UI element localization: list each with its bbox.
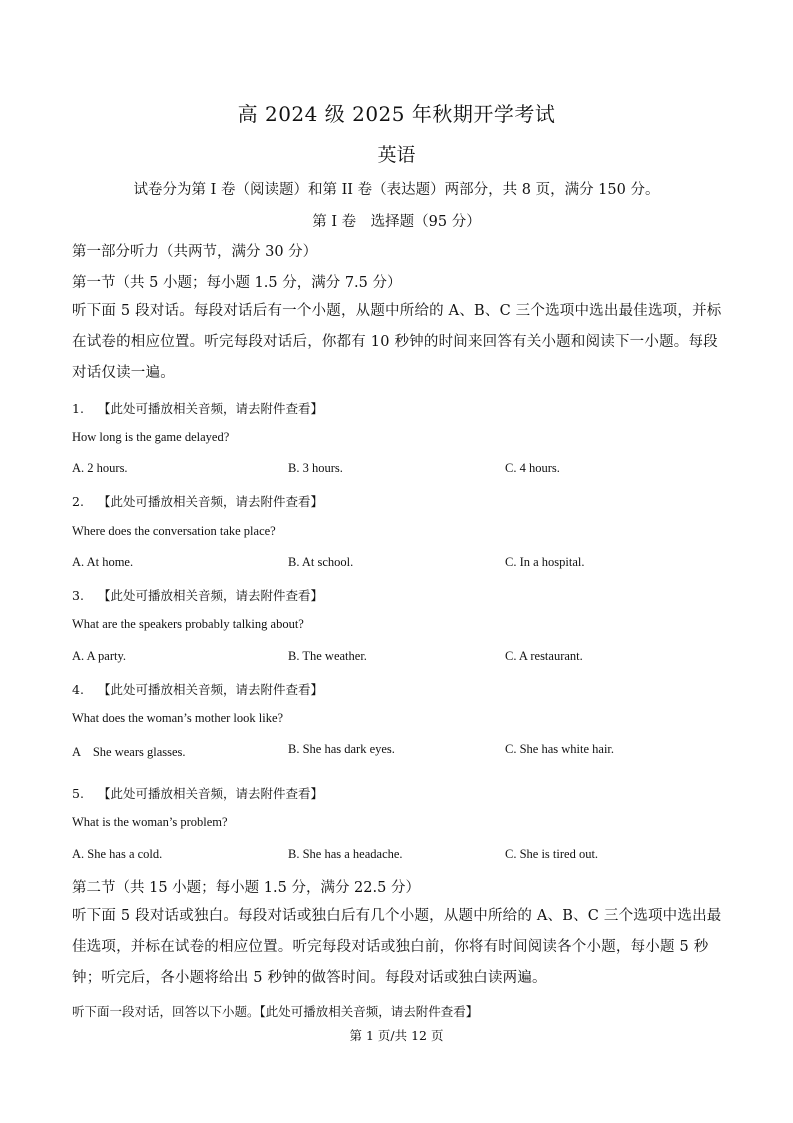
- option-c: C. She is tired out.: [505, 847, 599, 861]
- audio-row-2: [72, 492, 323, 510]
- question-number: 2.: [72, 494, 84, 509]
- page-footer: 第 1 页/共 12 页: [349, 1028, 444, 1043]
- exam-title: 高 2024 级 2025 年秋期开学考试: [237, 102, 556, 126]
- option-b: B. At school.: [288, 555, 354, 569]
- audio-link[interactable]: 【此处可播放相关音频，请去附件查看】: [97, 786, 323, 801]
- option-a: A. A party.: [72, 649, 127, 663]
- audio-row-4: [72, 680, 323, 698]
- audio-link[interactable]: 【此处可播放相关音频，请去附件查看】: [97, 682, 323, 697]
- audio-link[interactable]: 【此处可播放相关音频，请去附件查看】: [97, 588, 323, 603]
- option-b: B. 3 hours.: [288, 461, 343, 475]
- audio-row-1: [72, 399, 323, 417]
- option-c: C. 4 hours.: [505, 461, 560, 475]
- section1-instruction: 听下面 5 段对话。每段对话后有一个小题，从题中所给的 A、B、C 三个选项中选出最佳选项，并标在试卷的相应位置。听完每段对话后，你都有 10 秒钟的时间来回答有关小题和阅读下一小题。每段对话仅读一遍。: [72, 303, 722, 381]
- option-a: A. 2 hours.: [72, 461, 128, 475]
- question-text: How long is the game delayed?: [72, 430, 230, 444]
- audio-link[interactable]: 【此处可播放相关音频，请去附件查看】: [97, 401, 323, 416]
- audio-row-5: [72, 784, 323, 802]
- audio-link[interactable]: 【此处可播放相关音频，请去附件查看】: [97, 494, 323, 509]
- question-text: Where does the conversation take place?: [72, 524, 276, 538]
- section2-next-instruction[interactable]: 听下面一段对话，回答以下小题。【此处可播放相关音频，请去附件查看】: [72, 1004, 479, 1019]
- question-text: What is the woman’s problem?: [72, 815, 228, 829]
- question-number: 5.: [72, 786, 84, 801]
- part1-heading: 第一部分听力（共两节，满分 30 分）: [72, 244, 318, 260]
- section2-heading: 第二节（共 15 小题；每小题 1.5 分，满分 22.5 分）: [72, 880, 420, 896]
- option-b: B. She has a headache.: [288, 847, 403, 861]
- option-a: A. She has a cold.: [72, 847, 163, 861]
- volume-heading: 第 I 卷 选择题（95 分）: [312, 214, 481, 230]
- question-text: What are the speakers probably talking about?: [72, 617, 304, 631]
- option-c: C. In a hospital.: [505, 555, 585, 569]
- option-a: A. At home.: [72, 555, 134, 569]
- option-c: C. She has white hair.: [505, 742, 615, 756]
- question-text: What does the woman’s mother look like?: [72, 711, 284, 725]
- option-c: C. A restaurant.: [505, 649, 583, 663]
- question-number: 4.: [72, 682, 84, 697]
- option-a: A She wears glasses.: [72, 745, 186, 759]
- question-number: 1.: [72, 401, 84, 416]
- audio-row-3: [72, 586, 323, 604]
- question-number: 3.: [72, 588, 84, 603]
- exam-intro: 试卷分为第 I 卷（阅读题）和第 II 卷（表达题）两部分，共 8 页，满分 150 分。: [133, 182, 660, 198]
- option-b: B. She has dark eyes.: [288, 742, 395, 756]
- subject-title: 英语: [377, 144, 416, 166]
- option-b: B. The weather.: [288, 649, 367, 663]
- section1-heading: 第一节（共 5 小题；每小题 1.5 分，满分 7.5 分）: [72, 275, 402, 291]
- section2-instruction: 听下面 5 段对话或独白。每段对话或独白后有几个小题，从题中所给的 A、B、C 三个选项中选出最佳选项，并标在试卷的相应位置。听完每段对话或独白前，你将有时间阅读各个小题，每小题 5 秒钟；听完后，各小题将给出 5 秒钟的做答时间。每段对话或独白读两遍。: [72, 908, 722, 986]
